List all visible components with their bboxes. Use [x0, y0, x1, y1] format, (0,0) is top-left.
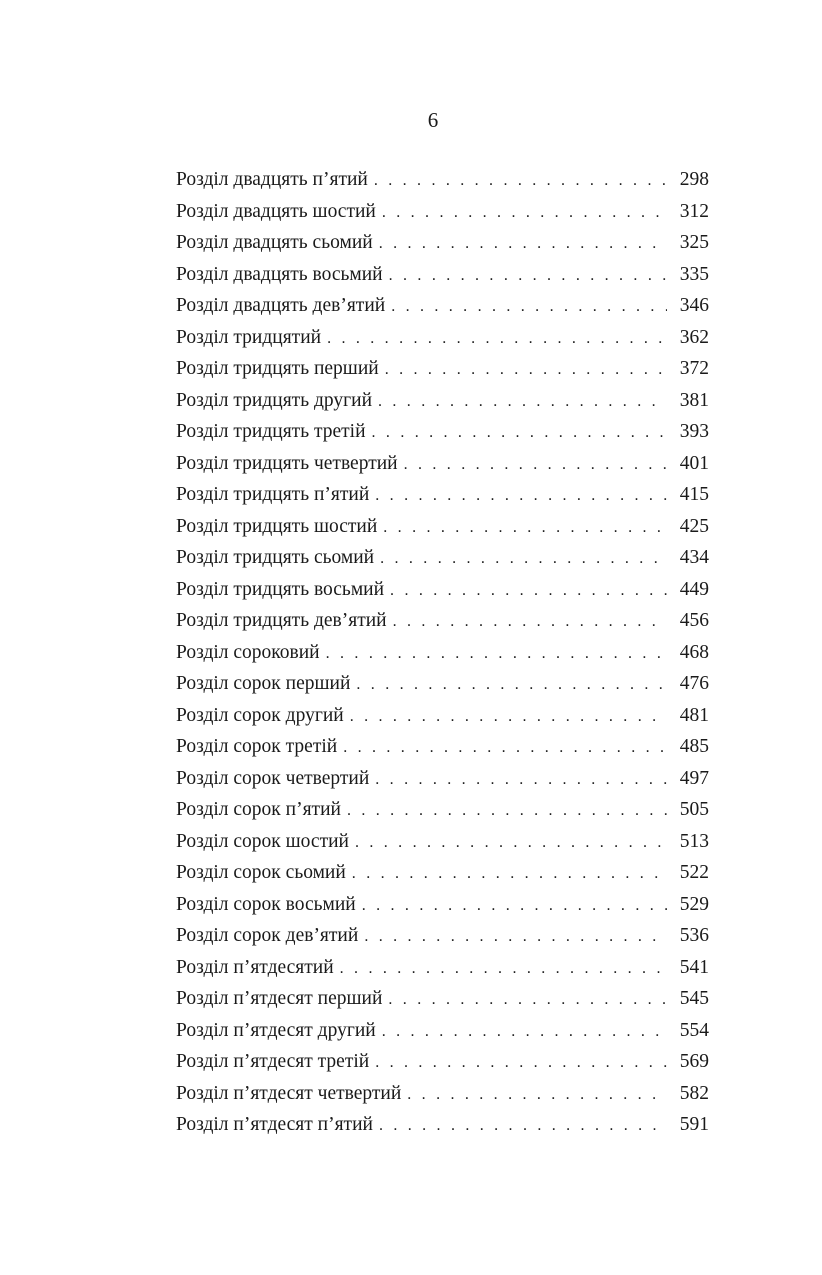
dot-leader	[382, 197, 667, 229]
toc-entry	[176, 889, 709, 921]
toc-entry	[176, 542, 709, 574]
toc-entry	[176, 983, 709, 1015]
toc-entry-title: Розділ тридцять третій	[176, 421, 366, 442]
toc-entry	[176, 353, 709, 385]
toc-entry	[176, 668, 709, 700]
toc-entry-title: Розділ двадцять п’ятий	[176, 169, 368, 190]
toc-entry	[176, 794, 709, 826]
toc-entry-title: Розділ тридцять шостий	[176, 515, 378, 537]
toc-entry-title: Розділ тридцять другий	[176, 389, 372, 411]
toc-entry-page: 505	[679, 799, 709, 820]
toc-entry	[176, 700, 709, 732]
toc-entry-title: Розділ сорок шостий	[176, 830, 349, 852]
dot-leader	[393, 606, 667, 638]
toc-entry-title: Розділ тридцять дев’ятий	[176, 610, 387, 631]
page-number: 6	[427, 108, 439, 132]
toc-entry-title: Розділ тридцять п’ятий	[176, 484, 370, 505]
toc-entry-title: Розділ двадцять дев’ятий	[176, 295, 386, 316]
toc-entry-title: Розділ сорок перший	[176, 673, 351, 694]
dot-leader	[379, 1110, 667, 1142]
toc-entry-title: Розділ п’ятдесят четвертий	[176, 1082, 402, 1104]
toc-entry-title: Розділ п’ятдесятий	[176, 956, 334, 978]
toc-entry-page: 372	[679, 358, 709, 379]
toc-entry-page: 346	[679, 295, 709, 316]
dot-leader	[391, 291, 667, 323]
toc-entry-page: 298	[679, 169, 709, 190]
toc-entry	[176, 479, 709, 511]
toc-entry	[176, 731, 709, 763]
dot-leader	[385, 354, 667, 386]
toc-entry	[176, 227, 709, 259]
toc-entry	[176, 826, 709, 858]
dot-leader	[375, 480, 667, 512]
toc-entry-page: 415	[679, 484, 709, 505]
toc-entry-page: 456	[679, 610, 709, 631]
toc-entry-page: 312	[679, 200, 709, 222]
toc-entry-page: 449	[679, 578, 709, 600]
toc-entry-title: Розділ двадцять восьмий	[176, 263, 383, 285]
toc-entry-title: Розділ сорок восьмий	[176, 893, 356, 915]
toc-entry	[176, 1046, 709, 1078]
dot-leader	[327, 323, 667, 355]
toc-entry	[176, 322, 709, 354]
dot-leader	[356, 669, 667, 701]
toc-entry	[176, 920, 709, 952]
toc-entry-page: 481	[679, 704, 709, 726]
toc-entry-page: 569	[679, 1051, 709, 1072]
toc-entry	[176, 164, 709, 196]
toc-entry-page: 362	[679, 326, 709, 348]
dot-leader	[374, 165, 667, 197]
toc-entry	[176, 605, 709, 637]
toc-entry-title: Розділ сорок третій	[176, 736, 338, 757]
toc-entry	[176, 1109, 709, 1141]
toc-entry-title: Розділ тридцять перший	[176, 358, 379, 379]
dot-leader	[388, 984, 667, 1016]
toc-entry-page: 393	[679, 421, 709, 442]
table-of-contents	[176, 164, 709, 1141]
toc-entry-page: 554	[679, 1019, 709, 1041]
toc-entry	[176, 637, 709, 669]
dot-leader	[407, 1079, 667, 1111]
toc-entry-title: Розділ тридцятий	[176, 326, 322, 348]
dot-leader	[380, 543, 667, 575]
toc-entry-title: Розділ п’ятдесят п’ятий	[176, 1114, 373, 1135]
toc-entry	[176, 1078, 709, 1110]
dot-leader	[372, 417, 667, 449]
toc-entry-title: Розділ тридцять четвертий	[176, 452, 398, 474]
toc-entry	[176, 857, 709, 889]
toc-entry-page: 335	[679, 263, 709, 285]
toc-entry-page: 401	[679, 452, 709, 474]
toc-entry	[176, 290, 709, 322]
dot-leader	[375, 764, 667, 796]
toc-entry-title: Розділ двадцять шостий	[176, 200, 376, 222]
toc-entry-title: Розділ п’ятдесят другий	[176, 1019, 376, 1041]
dot-leader	[350, 701, 667, 733]
dot-leader	[340, 953, 667, 985]
dot-leader	[364, 921, 667, 953]
dot-leader	[389, 260, 667, 292]
dot-leader	[355, 827, 667, 859]
toc-entry	[176, 448, 709, 480]
toc-entry-title: Розділ сорок сьомий	[176, 862, 346, 883]
dot-leader	[375, 1047, 667, 1079]
toc-entry-page: 497	[679, 767, 709, 789]
toc-entry-title: Розділ двадцять сьомий	[176, 232, 373, 253]
toc-entry-page: 536	[679, 925, 709, 946]
dot-leader	[378, 386, 667, 418]
toc-entry-title: Розділ сорок п’ятий	[176, 799, 341, 820]
dot-leader	[326, 638, 667, 670]
toc-entry-page: 434	[679, 547, 709, 568]
toc-entry	[176, 952, 709, 984]
dot-leader	[390, 575, 667, 607]
toc-entry-page: 545	[679, 988, 709, 1009]
toc-entry-page: 425	[679, 515, 709, 537]
toc-entry	[176, 511, 709, 543]
dot-leader	[362, 890, 667, 922]
toc-entry-page: 325	[679, 232, 709, 253]
toc-entry-page: 591	[679, 1114, 709, 1135]
dot-leader	[382, 1016, 667, 1048]
toc-entry-title: Розділ п’ятдесят перший	[176, 988, 383, 1009]
dot-leader	[379, 228, 667, 260]
toc-entry-page: 582	[679, 1082, 709, 1104]
toc-entry-page: 529	[679, 893, 709, 915]
toc-entry-title: Розділ тридцять сьомий	[176, 547, 375, 568]
dot-leader	[352, 858, 667, 890]
toc-entry-page: 468	[679, 641, 709, 663]
dot-leader	[383, 512, 667, 544]
toc-entry-title: Розділ сорок дев’ятий	[176, 925, 359, 946]
toc-entry-page: 485	[679, 736, 709, 757]
dot-leader	[347, 795, 667, 827]
toc-entry-title: Розділ тридцять восьмий	[176, 578, 385, 600]
toc-entry	[176, 574, 709, 606]
dot-leader	[343, 732, 667, 764]
toc-entry-page: 541	[679, 956, 709, 978]
toc-entry	[176, 259, 709, 291]
toc-entry	[176, 385, 709, 417]
toc-entry	[176, 196, 709, 228]
toc-entry-page: 522	[679, 862, 709, 883]
toc-entry-title: Розділ сорок четвертий	[176, 767, 370, 789]
toc-entry	[176, 763, 709, 795]
toc-entry-title: Розділ п’ятдесят третій	[176, 1051, 370, 1072]
toc-entry	[176, 1015, 709, 1047]
toc-entry-page: 381	[679, 389, 709, 411]
toc-entry-page: 476	[679, 673, 709, 694]
toc-entry-page: 513	[679, 830, 709, 852]
dot-leader	[404, 449, 667, 481]
toc-entry	[176, 416, 709, 448]
toc-entry-title: Розділ сороковий	[176, 641, 320, 663]
toc-entry-title: Розділ сорок другий	[176, 704, 344, 726]
